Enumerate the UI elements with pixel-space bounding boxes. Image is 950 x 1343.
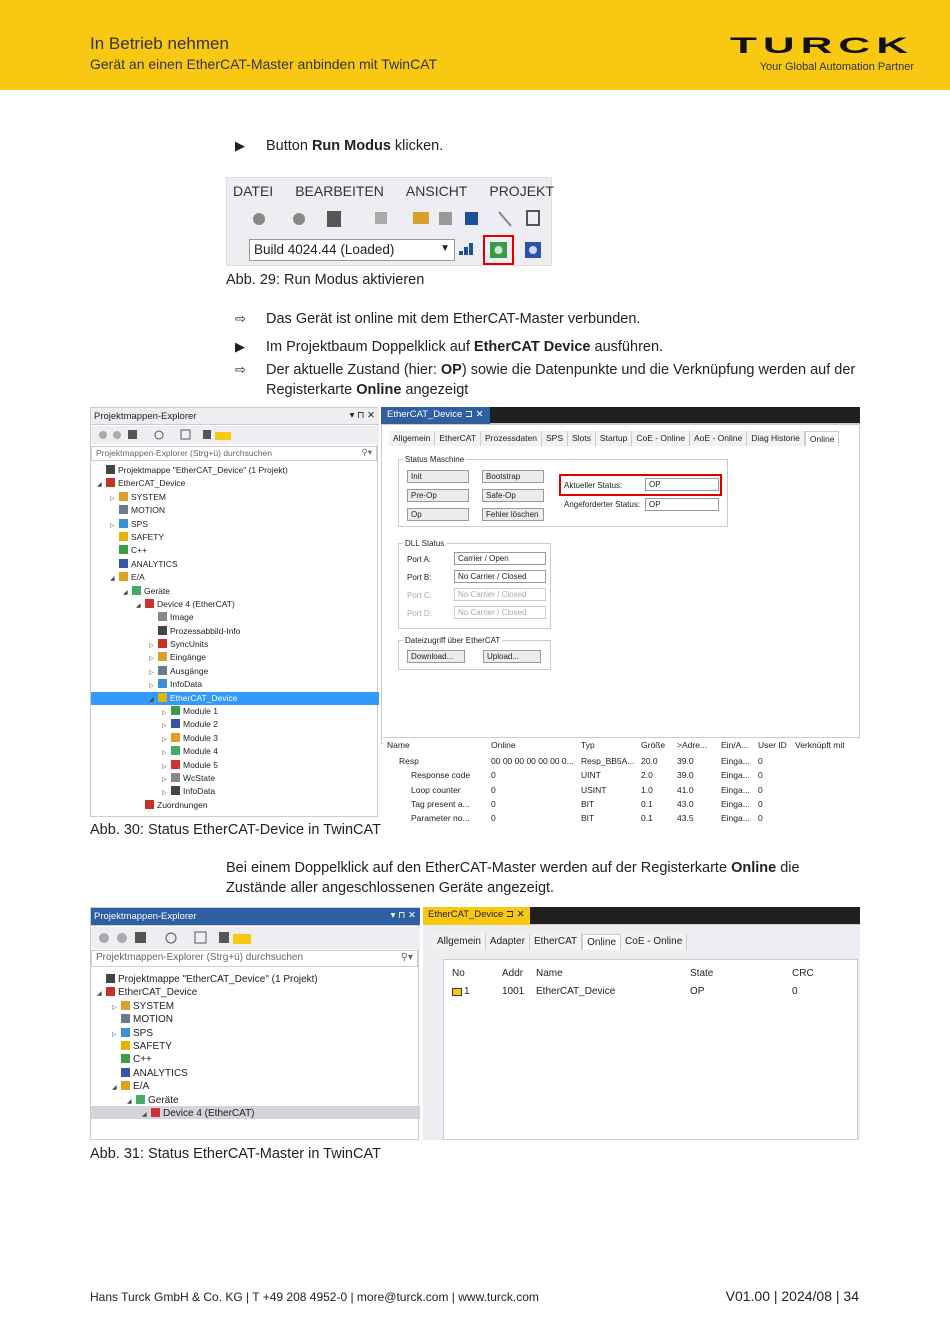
- close-icon[interactable]: ▾ ⊓ ✕: [349, 410, 375, 421]
- tree-item[interactable]: [91, 638, 379, 651]
- tree-item[interactable]: [91, 799, 379, 812]
- grid-cell: 1001: [502, 986, 525, 997]
- explorer-search-input[interactable]: Projektmappen-Explorer (Strg+ü) durchsuchen ⚲▾: [91, 950, 418, 967]
- node-icon: [119, 559, 128, 568]
- port-b-label: Port B:: [407, 573, 432, 582]
- tree-item[interactable]: [91, 718, 379, 731]
- tree-item[interactable]: [91, 772, 379, 785]
- port-a-label: Port A:: [407, 555, 432, 564]
- grid-cell: 0: [758, 756, 763, 766]
- tree-item-label: C++: [131, 545, 148, 556]
- explorer-title-bar: Projektmappen-Explorer ▾ ⊓ ✕: [91, 908, 420, 926]
- node-icon: [121, 1054, 130, 1063]
- tree-item-label: Eingänge: [170, 652, 206, 663]
- tree-item-label: SYSTEM: [131, 491, 166, 502]
- editor-tabs: [433, 934, 687, 950]
- grid-cell: Einga...: [721, 798, 750, 809]
- arrow-bullet-icon: ▶: [235, 339, 245, 354]
- grid-cell[interactable]: 1: [464, 986, 470, 997]
- expand-arrow-icon[interactable]: ◢: [127, 1098, 132, 1105]
- target-icon[interactable]: [459, 241, 483, 259]
- grid-row-name: Response code: [411, 770, 471, 781]
- tree-item-label: Projektmappe "EtherCAT_Device" (1 Projekt): [118, 974, 318, 985]
- save-all-icon: [465, 212, 478, 225]
- grid-header[interactable]: No: [452, 968, 465, 979]
- tree-item-label: ANALYTICS: [131, 558, 178, 569]
- grid-cell: 0.1: [641, 798, 653, 809]
- grid-header[interactable]: Ein/A...: [721, 740, 749, 750]
- tree-item[interactable]: [91, 611, 379, 624]
- node-icon: [145, 599, 154, 608]
- tree-item[interactable]: [91, 625, 379, 638]
- tree-item[interactable]: [91, 732, 379, 745]
- tree-item-label: Module 3: [183, 732, 218, 743]
- open-folder-icon: [413, 212, 429, 224]
- grid-cell: 2.0: [641, 770, 653, 781]
- file-access-group: Dateizugriff über EtherCAT Download... Upload...: [398, 640, 551, 670]
- tree-item-label: Prozessabbild-Info: [170, 625, 241, 636]
- expand-arrow-icon[interactable]: ▷: [162, 763, 167, 770]
- requested-status-field: OP: [645, 498, 719, 511]
- op-button[interactable]: Op: [407, 508, 469, 521]
- solution-explorer-2: [90, 907, 419, 1140]
- expand-arrow-icon[interactable]: ▷: [149, 656, 154, 663]
- grid-cell: Einga...: [721, 813, 750, 824]
- grid-header[interactable]: User ID: [758, 740, 787, 750]
- menu-datei[interactable]: DATEI: [233, 182, 274, 199]
- tree-item-label: C++: [133, 1054, 152, 1066]
- grid-cell: 43.0: [677, 798, 694, 809]
- node-icon: [171, 786, 180, 795]
- expand-arrow-icon[interactable]: ▷: [149, 669, 154, 676]
- grid-cell: 0: [491, 798, 496, 809]
- tab-ethercat[interactable]: EtherCAT: [530, 934, 582, 950]
- requested-status-label: Angeforderter Status:: [564, 500, 641, 509]
- svg-text:TURCK: TURCK: [730, 33, 914, 58]
- turck-logo: [730, 33, 914, 58]
- node-icon: [158, 639, 167, 648]
- tree-item-label: Image: [170, 612, 194, 623]
- grid-cell: 1.0: [641, 784, 653, 795]
- tab-allgemein[interactable]: Allgemein: [433, 934, 486, 950]
- document-tab[interactable]: EtherCAT_Device ⊐ ✕: [423, 907, 530, 925]
- header-tagline: Your Global Automation Partner: [759, 61, 914, 73]
- run-mode-button[interactable]: [483, 235, 514, 265]
- node-icon: [106, 974, 115, 983]
- port-a-field: Carrier / Open: [454, 552, 546, 565]
- expand-arrow-icon[interactable]: ▷: [162, 736, 167, 743]
- grid-cell: 0.1: [641, 813, 653, 824]
- node-icon: [158, 626, 167, 635]
- node-icon: [158, 652, 167, 661]
- step-result-state: ⇨ Der aktuelle Zustand (hier: OP) sowie die Datenpunkte und die Verknüpfung werden auf der Registerkarte Online angezeigt: [235, 362, 856, 398]
- editor-tabs: [389, 431, 839, 446]
- grid-cell: BIT: [581, 813, 595, 824]
- tree-item-label: Geräte: [144, 585, 170, 596]
- port-c-label: Port C:: [407, 591, 432, 600]
- tree-item[interactable]: [91, 477, 379, 490]
- node-icon: [145, 800, 154, 809]
- tree-item-label: WcState: [183, 772, 216, 783]
- grid-cell: Einga...: [721, 770, 750, 781]
- explorer-toolbar: [91, 927, 420, 949]
- tab-ethercat[interactable]: EtherCAT: [435, 431, 481, 446]
- build-select[interactable]: Build 4024.44 (Loaded) ▼: [249, 239, 455, 261]
- node-icon: [171, 773, 180, 782]
- tree-item-label: E/A: [133, 1081, 150, 1093]
- document-tab-bar: [381, 407, 860, 424]
- grid-header[interactable]: Verknüpft mit: [795, 740, 845, 750]
- grid-cell: 0: [491, 784, 496, 795]
- tree-item[interactable]: [91, 705, 379, 718]
- grid-header[interactable]: Größe: [641, 740, 666, 750]
- grid-header[interactable]: Name: [536, 968, 563, 979]
- tree-item[interactable]: [91, 1039, 420, 1052]
- back-icon: [253, 213, 265, 225]
- grid-cell: 0: [491, 770, 496, 781]
- grid-cell: Einga...: [721, 784, 750, 795]
- tree-item[interactable]: [91, 745, 379, 758]
- menu-bearbeiten[interactable]: BEARBEITEN: [295, 182, 384, 199]
- menu-projekt[interactable]: PROJEKT: [489, 182, 554, 199]
- project-tree: [91, 464, 379, 812]
- node-icon: [119, 492, 128, 501]
- header-subtitle: Gerät an einen EtherCAT-Master anbinden mit TwinCAT: [90, 56, 438, 72]
- close-icon[interactable]: ▾ ⊓ ✕: [390, 910, 416, 921]
- tree-item-label: MOTION: [131, 505, 165, 516]
- tab-slots[interactable]: Slots: [568, 431, 596, 446]
- tree-item[interactable]: [91, 464, 379, 477]
- grid-cell: 43.5: [677, 813, 694, 824]
- grid-row-name: Resp: [399, 756, 419, 766]
- page-header: [0, 0, 950, 90]
- tree-item[interactable]: [91, 651, 379, 664]
- expand-arrow-icon[interactable]: ◢: [110, 576, 115, 583]
- tree-item[interactable]: [91, 1012, 420, 1025]
- tree-item-label: EtherCAT_Device: [170, 692, 238, 703]
- expand-arrow-icon[interactable]: ◢: [97, 482, 102, 489]
- grid-cell: 00 00 00 00 00 00 0...: [491, 756, 574, 766]
- grid-header[interactable]: Name: [387, 740, 410, 750]
- port-c-field: No Carrier / Closed: [454, 588, 546, 601]
- port-d-label: Port D:: [407, 609, 432, 618]
- grid-header[interactable]: Online: [491, 740, 516, 750]
- tree-item-label: Geräte: [148, 1094, 179, 1106]
- tree-item[interactable]: [91, 1079, 420, 1092]
- tree-item[interactable]: [91, 972, 420, 985]
- node-icon: [121, 1041, 130, 1050]
- node-icon: [158, 679, 167, 688]
- grid-cell: 0: [758, 784, 763, 795]
- tree-item-label: Zuordnungen: [157, 799, 208, 810]
- grid-cell: BIT: [581, 798, 595, 809]
- save-icon: [439, 212, 452, 225]
- forward-icon: [293, 213, 305, 225]
- caption-fig31: Abb. 31: Status EtherCAT-Master in TwinCAT: [90, 1146, 381, 1162]
- node-icon: [121, 1028, 130, 1037]
- node-icon: [136, 1095, 145, 1104]
- tree-item-label: Device 4 (EtherCAT): [163, 1107, 255, 1119]
- expand-arrow-icon[interactable]: ◢: [112, 1085, 117, 1092]
- bootstrap-button[interactable]: Bootstrap: [482, 470, 544, 483]
- tab-allgemein[interactable]: Allgemein: [389, 431, 435, 446]
- node-icon: [171, 706, 180, 715]
- node-icon: [121, 1081, 130, 1090]
- grid-header[interactable]: >Adre...: [677, 740, 708, 750]
- node-icon: [106, 465, 115, 474]
- tree-item-label: Module 5: [183, 759, 218, 770]
- safeop-button[interactable]: Safe-Op: [482, 489, 544, 502]
- grid-cell: Einga...: [721, 756, 750, 766]
- expand-arrow-icon[interactable]: ▷: [110, 495, 115, 502]
- caption-fig30: Abb. 30: Status EtherCAT-Device in TwinCAT: [90, 822, 381, 838]
- grid-header[interactable]: Addr: [502, 968, 524, 979]
- grid-cell: 41.0: [677, 784, 694, 795]
- cut-icon: [499, 212, 511, 226]
- master-paragraph: Bei einem Doppelklick auf den EtherCAT-Master werden auf der Registerkarte Online die Zustände aller angeschlossenen Geräte angezeigt.: [226, 860, 800, 896]
- toolbar-row-1: [227, 204, 553, 234]
- step-result-online: ⇨ Das Gerät ist online mit dem EtherCAT-Master verbunden.: [235, 311, 641, 327]
- menu-ansicht[interactable]: ANSICHT: [405, 182, 468, 199]
- copy-icon: [527, 211, 539, 225]
- status-machine-group: Status Maschine Init Bootstrap Pre-Op Safe-Op Op Fehler löschen Aktueller Status: OP Angeforderter Status: OP: [398, 459, 728, 527]
- tree-item-label: InfoData: [170, 679, 203, 690]
- expand-arrow-icon[interactable]: ▷: [162, 776, 167, 783]
- node-icon: [121, 1068, 130, 1077]
- footer-version: V01.00 | 2024/08 | 34: [725, 1288, 859, 1304]
- grid-cell: 0: [792, 986, 798, 997]
- expand-arrow-icon[interactable]: ▷: [112, 1004, 117, 1011]
- tree-item-label: ANALYTICS: [133, 1067, 188, 1079]
- tab-coe-online[interactable]: CoE - Online: [632, 431, 690, 446]
- node-icon: [158, 693, 167, 702]
- tree-item[interactable]: [91, 692, 379, 705]
- tree-item-label: Module 4: [183, 746, 218, 757]
- explorer-title-bar: Projektmappen-Explorer ▾ ⊓ ✕: [91, 408, 379, 425]
- grid-cell: 39.0: [677, 770, 694, 781]
- init-button[interactable]: Init: [407, 470, 469, 483]
- tree-item[interactable]: [91, 544, 379, 557]
- toolbar-row-2: [227, 235, 553, 265]
- device-editor: [381, 407, 860, 824]
- tree-item[interactable]: [91, 504, 379, 517]
- node-icon: [119, 505, 128, 514]
- grid-row-name: Parameter no...: [411, 813, 470, 824]
- result-arrow-icon: ⇨: [235, 362, 246, 377]
- tree-item-label: Projektmappe "EtherCAT_Device" (1 Projekt): [118, 465, 288, 475]
- tab-online[interactable]: Online: [582, 934, 621, 950]
- node-icon: [132, 586, 141, 595]
- grid-cell: OP: [690, 986, 705, 997]
- tree-item[interactable]: [91, 665, 379, 678]
- caption-fig29: Abb. 29: Run Modus aktivieren: [226, 272, 425, 288]
- node-icon: [171, 719, 180, 728]
- explorer-search-input[interactable]: Projektmappen-Explorer (Strg+ü) durchsuchen ⚲▾: [91, 446, 377, 461]
- current-status-label: Aktueller Status:: [564, 481, 623, 490]
- grid-cell: UINT: [581, 770, 601, 781]
- tree-item-label: SYSTEM: [133, 1000, 175, 1012]
- solution-explorer-1: [90, 407, 378, 817]
- node-icon: [119, 545, 128, 554]
- tree-item-label: Device 4 (EtherCAT): [157, 598, 235, 609]
- node-icon: [158, 612, 167, 621]
- tree-item-label: Module 1: [183, 706, 218, 717]
- tab-aoe-online[interactable]: AoE - Online: [690, 431, 747, 446]
- tree-item[interactable]: [91, 571, 379, 584]
- tree-item-label: E/A: [131, 572, 145, 583]
- node-icon: [121, 1001, 130, 1010]
- tree-item[interactable]: [91, 531, 379, 544]
- explorer-toolbar: [91, 426, 379, 444]
- result-arrow-icon: ⇨: [235, 311, 246, 326]
- grid-cell: 20.0: [641, 756, 658, 766]
- node-icon: [158, 666, 167, 675]
- expand-arrow-icon[interactable]: ▷: [162, 750, 167, 757]
- config-mode-icon[interactable]: [523, 241, 543, 259]
- expand-arrow-icon[interactable]: ◢: [123, 589, 128, 596]
- node-icon: [119, 572, 128, 581]
- footer-contact: Hans Turck GmbH & Co. KG | T +49 208 4952-0 | more@turck.com | www.turck.com: [90, 1290, 539, 1304]
- expand-arrow-icon[interactable]: ◢: [149, 696, 154, 703]
- download-button[interactable]: Download...: [407, 650, 465, 663]
- tree-item-label: InfoData: [183, 786, 216, 797]
- expand-arrow-icon[interactable]: ◢: [136, 602, 141, 609]
- tree-item[interactable]: [91, 1106, 420, 1119]
- tree-item[interactable]: [91, 1093, 420, 1106]
- tree-item[interactable]: [91, 491, 379, 504]
- node-icon: [151, 1108, 160, 1117]
- project-tree: [91, 972, 420, 1119]
- tree-item[interactable]: [91, 759, 379, 772]
- toolbar-screenshot: [226, 177, 552, 266]
- port-b-field: No Carrier / Closed: [454, 570, 546, 583]
- node-icon: [119, 519, 128, 528]
- node-icon: [171, 733, 180, 742]
- expand-arrow-icon[interactable]: ▷: [112, 1031, 117, 1038]
- toolbar-icons: [227, 204, 553, 234]
- grid-cell: 0: [758, 798, 763, 809]
- grid-row-name: Loop counter: [411, 784, 461, 795]
- tree-item[interactable]: [91, 1052, 420, 1065]
- grid-cell: Resp_BB5A...: [581, 756, 635, 766]
- tree-item-label: Ausgänge: [170, 665, 209, 676]
- tree-item[interactable]: [91, 678, 379, 691]
- tab-sps[interactable]: SPS: [542, 431, 568, 446]
- menu-bar: [227, 178, 553, 203]
- document-tab[interactable]: EtherCAT_Device ⊐ ✕: [381, 407, 490, 424]
- current-status-field: OP: [645, 478, 719, 491]
- tree-item[interactable]: [91, 999, 420, 1012]
- devices-grid: [443, 959, 858, 1140]
- tab-startup[interactable]: Startup: [596, 431, 632, 446]
- grid-cell: USINT: [581, 784, 607, 795]
- tab-prozessdaten[interactable]: Prozessdaten: [481, 431, 542, 446]
- node-icon: [121, 1014, 130, 1023]
- expand-arrow-icon[interactable]: ▷: [162, 723, 167, 730]
- grid-header[interactable]: CRC: [792, 968, 814, 979]
- upload-button[interactable]: Upload...: [483, 650, 541, 663]
- grid-cell: 0: [491, 813, 496, 824]
- tab-adapter[interactable]: Adapter: [486, 934, 530, 950]
- node-icon: [106, 987, 115, 996]
- tree-item[interactable]: [91, 518, 379, 531]
- tree-item-label: EtherCAT_Device: [118, 987, 198, 999]
- tree-item[interactable]: [91, 1026, 420, 1039]
- clear-errors-button[interactable]: Fehler löschen: [482, 508, 544, 521]
- grid-header[interactable]: Typ: [581, 740, 595, 750]
- node-icon: [171, 760, 180, 769]
- tab-online[interactable]: Online: [805, 431, 840, 446]
- node-icon: [106, 478, 115, 487]
- tree-item[interactable]: [91, 1066, 420, 1079]
- search-icon: ⚲▾: [400, 952, 413, 963]
- tree-item-label: SAFETY: [131, 531, 165, 542]
- header-title: In Betrieb nehmen: [90, 34, 229, 53]
- tree-item[interactable]: [91, 985, 420, 998]
- search-icon: ⚲▾: [361, 447, 372, 457]
- node-icon: [119, 532, 128, 541]
- dll-status-group: DLL Status Port A: Carrier / Open Port B: No Carrier / Closed Port C: No Carrier / Closed Port D: No Carrier / Closed: [398, 543, 551, 629]
- device-icon: [452, 988, 462, 996]
- grid-cell: 0: [758, 813, 763, 824]
- grid-cell: 0: [758, 770, 763, 781]
- tree-item[interactable]: [91, 598, 379, 611]
- expand-arrow-icon[interactable]: ▷: [162, 710, 167, 717]
- tab-diag-historie[interactable]: Diag Historie: [747, 431, 805, 446]
- expand-arrow-icon[interactable]: ◢: [97, 991, 102, 998]
- expand-arrow-icon[interactable]: ▷: [149, 643, 154, 650]
- document-tab-bar: [423, 907, 860, 925]
- tree-item[interactable]: [91, 558, 379, 571]
- grid-cell: EtherCAT_Device: [536, 986, 616, 997]
- grid-cell: 39.0: [677, 756, 694, 766]
- arrow-bullet-icon: ▶: [235, 138, 245, 153]
- node-icon: [171, 746, 180, 755]
- step-run-mode: ▶ Button Run Modus klicken.: [235, 138, 444, 154]
- tree-item-label: SyncUnits: [170, 639, 209, 650]
- new-project-icon: [327, 211, 341, 227]
- tree-item[interactable]: [91, 585, 379, 598]
- tree-item-label: EtherCAT_Device: [118, 478, 186, 489]
- tree-item-label: Module 2: [183, 719, 218, 730]
- chevron-down-icon: ▼: [440, 243, 450, 254]
- port-d-field: No Carrier / Closed: [454, 606, 546, 619]
- tree-item-label: MOTION: [133, 1014, 173, 1026]
- tree-item-label: SAFETY: [133, 1040, 172, 1052]
- expand-arrow-icon[interactable]: ▷: [149, 683, 154, 690]
- tree-item-label: SPS: [133, 1027, 154, 1039]
- master-editor: [423, 907, 860, 1140]
- process-data-grid: [383, 737, 860, 824]
- grid-row-name: Tag present a...: [411, 798, 470, 809]
- step-double-click: ▶ Im Projektbaum Doppelklick auf EtherCAT Device ausführen.: [235, 339, 664, 355]
- run-mode-gear-icon: [485, 237, 512, 263]
- tree-item-label: SPS: [131, 518, 149, 529]
- preop-button[interactable]: Pre-Op: [407, 489, 469, 502]
- expand-arrow-icon[interactable]: ▷: [162, 790, 167, 797]
- add-item-icon: [375, 212, 387, 224]
- tree-item[interactable]: [91, 785, 379, 798]
- expand-arrow-icon[interactable]: ▷: [110, 522, 115, 529]
- expand-arrow-icon[interactable]: ◢: [142, 1111, 147, 1118]
- tab-coe-online[interactable]: CoE - Online: [621, 934, 687, 950]
- grid-header[interactable]: State: [690, 968, 714, 979]
